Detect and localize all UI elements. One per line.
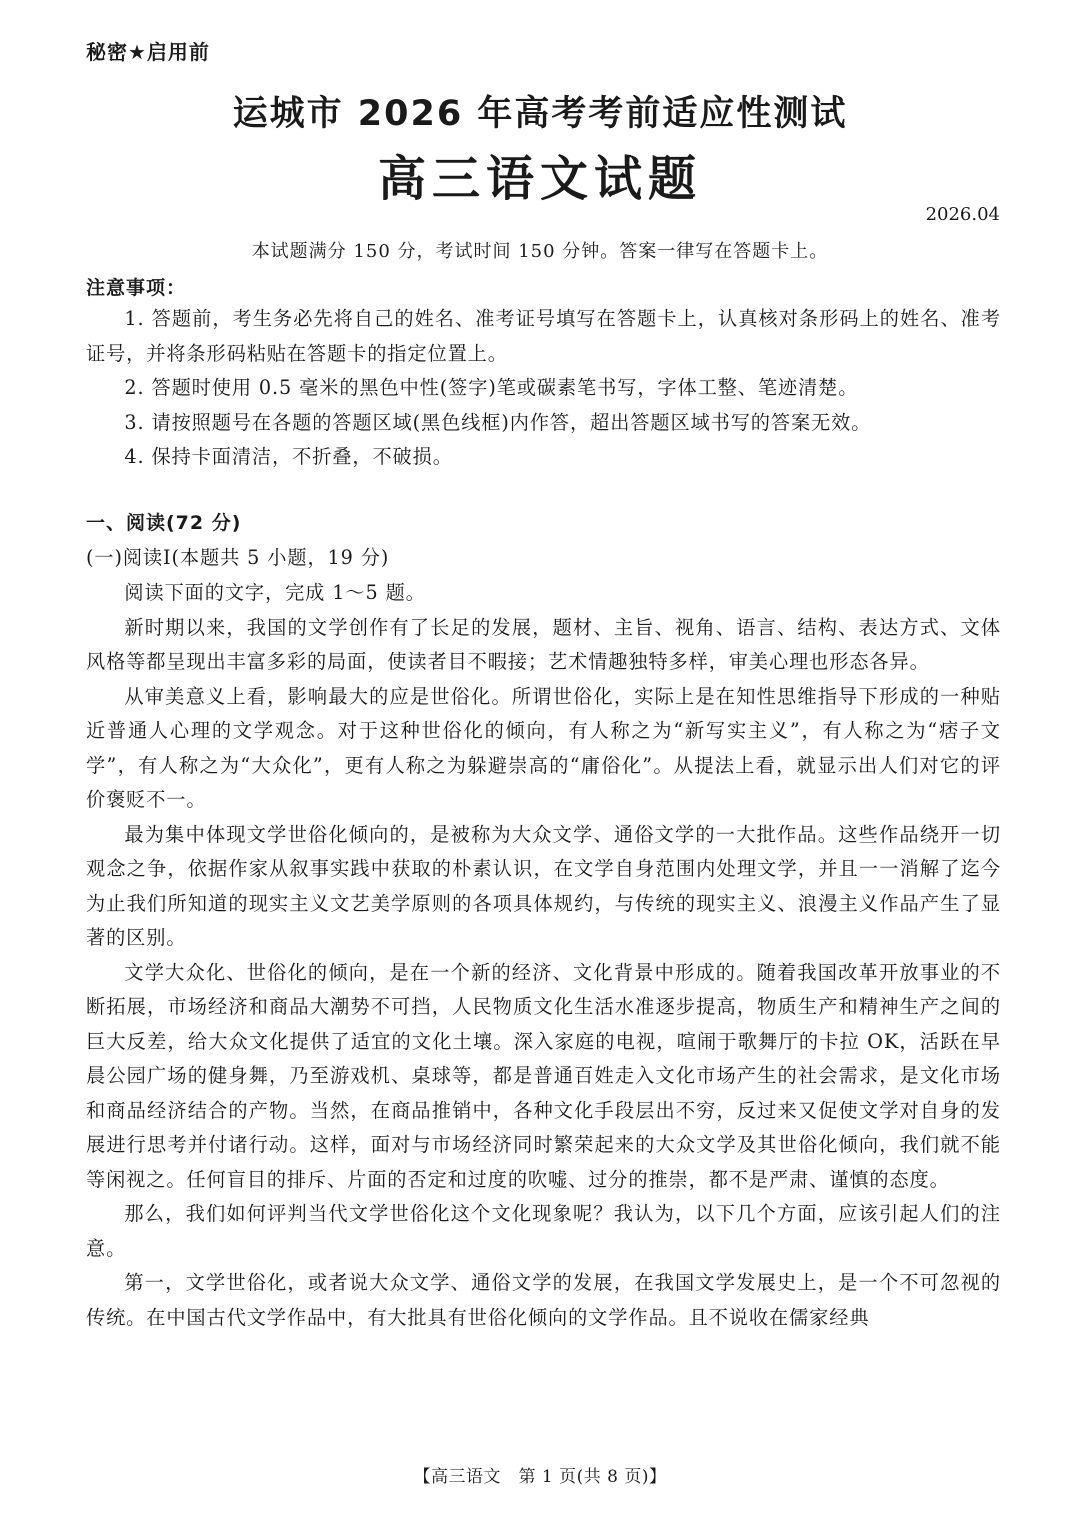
passage-paragraph: 第一，文学世俗化，或者说大众文学、通俗文学的发展，在我国文学发展史上，是一个不可忽视的传统。在中国古代文学作品中，有大批具有世俗化倾向的文学作品。且不说收在儒家经典 xyxy=(86,1271,1001,1329)
passage-paragraph: 新时期以来，我国的文学创作有了长足的发展，题材、主旨、视角、语言、结构、表达方式、文体风格等都呈现出丰富多彩的局面，使读者目不暇接；艺术情趣独特多样，审美心理也形态各异。 xyxy=(86,615,1001,673)
passage-paragraph: 那么，我们如何评判当代文学世俗化这个文化现象呢？我认为，以下几个方面，应该引起人们的注意。 xyxy=(86,1202,1001,1260)
notice-item: 1. 答题前，考生务必先将自己的姓名、准考证号填写在答题卡上，认真核对条形码上的姓名、准考证号，并将条形码粘贴在答题卡的指定位置上。 xyxy=(86,307,1001,365)
reading-passage xyxy=(86,576,1001,1335)
passage-paragraph: 从审美意义上看，影响最大的应是世俗化。所谓世俗化，实际上是在知性思维指导下形成的一种贴近普通人心理的文学观念。对于这种世俗化的倾向，有人称之为“新写实主义”，有人称之为“痞子文学”，有人称之为“大众化”，更有人称之为躲避崇高的“庸俗化”。从提法上看，就显示出人们对它的评价褒贬不一。 xyxy=(86,684,1001,811)
notices-heading: 注意事项： xyxy=(86,277,187,299)
notice-item: 3. 请按照题号在各题的答题区域(黑色线框)内作答，超出答题区域书写的答案无效。 xyxy=(124,410,872,434)
passage-instruction: 阅读下面的文字，完成 1～5 题。 xyxy=(124,581,426,604)
notice-item: 4. 保持卡面清洁，不折叠，不破损。 xyxy=(124,445,453,468)
notice-item: 2. 答题时使用 0.5 毫米的黑色中性(签字)笔或碳素笔书写，字体工整、笔迹清楚。 xyxy=(124,376,859,399)
exam-date: 2026.04 xyxy=(925,204,1000,225)
section-heading: 一、阅读(72 分) xyxy=(86,512,242,534)
passage-paragraph: 文学大众化、世俗化的倾向，是在一个新的经济、文化背景中形成的。随着我国改革开放事业的不断拓展，市场经济和商品大潮势不可挡，人民物质文化生活水准逐步提高，物质生产和精神生产之间的巨大反差，给大众文化提供了适宜的文化土壤。深入家庭的电视，喧闹于歌舞厅的卡拉 OK，活跃在早晨公园广场的健身舞，乃至游戏机、桌球等，都是普通百姓走入文化市场产生的社会需求，是文化市场和商品经济结合的产物。当然，在商品推销中，各种文化手段层出不穷，反过来又促使文学对自身的发展进行思考并付诸行动。这样，面对与市场经济同时繁荣起来的大众文学及其世俗化倾向，我们就不能等闲视之。任何盲目的排斥、片面的否定和过度的吹嘘、过分的推崇，都不是严肃、谨慎的态度。 xyxy=(86,960,1001,1191)
notices-list xyxy=(86,302,1001,475)
section-subheading: (一)阅读Ⅰ(本题共 5 小题，19 分) xyxy=(86,546,390,569)
exam-title: 运城市 2026 年高考考前适应性测试 xyxy=(232,94,848,134)
passage-paragraph: 最为集中体现文学世俗化倾向的，是被称为大众文学、通俗文学的一大批作品。这些作品绕开一切观念之争，依据作家从叙事实践中获取的朴素认识，在文学自身范围内处理文学，并且一一消解了迄今为止我们所知道的现实主义文艺美学原则的各项具体规约，与传统的现实主义、浪漫主义作品产生了显著的区别。 xyxy=(86,822,1001,949)
secret-mark: 秘密★启用前 xyxy=(86,40,210,64)
subject-title: 高三语文试题 xyxy=(377,151,702,207)
exam-intro: 本试题满分 150 分，考试时间 150 分钟。答案一律写在答题卡上。 xyxy=(251,241,829,262)
page-footer: 【高三语文 第 1 页(共 8 页)】 xyxy=(413,1467,667,1487)
